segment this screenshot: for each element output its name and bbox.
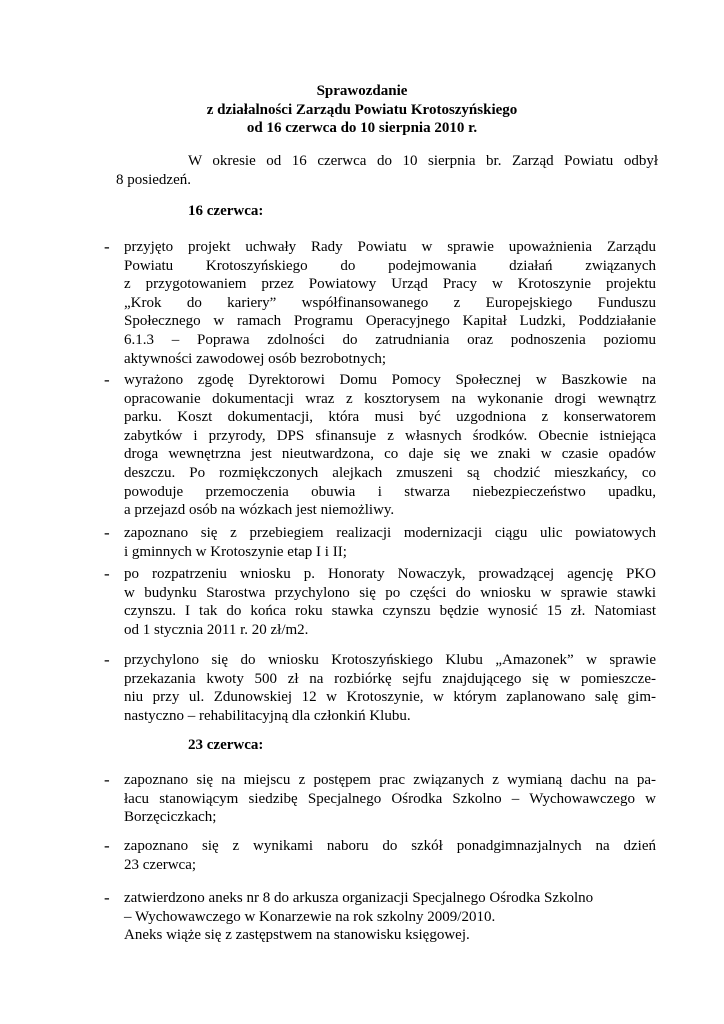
list-item-text bbox=[124, 771, 656, 827]
text-line: przychylono się do wniosku Krotoszyńskiego Klubu „Amazonek” w sprawie bbox=[124, 652, 656, 668]
text-line: aktywności zawodowej osób bezrobotnych; bbox=[124, 350, 387, 367]
text-line: 6.1.3 – Poprawa zdolności do zatrudniania oraz podnoszenia poziomu bbox=[124, 331, 656, 348]
text-line: niu przy ul. Zdunowskiej 12 w Krotoszynie, w którym zaplanowano salę gim- bbox=[124, 689, 656, 706]
list-item-text bbox=[124, 524, 656, 561]
list-item-text bbox=[124, 889, 656, 945]
text-line: opracowanie dokumentacji wraz z kosztorysem na wykonanie drogi wewnątrz bbox=[124, 390, 656, 407]
list-item-text bbox=[124, 371, 656, 520]
text-line: przyjęto projekt uchwały Rady Powiatu w sprawie upoważnienia Zarządu bbox=[124, 239, 656, 255]
text-line: droga wewnętrzna jest nieutwardzona, co daje się we znaki w czasie opadów bbox=[124, 446, 656, 463]
text-line: a przejazd osób na wózkach jest niemożliwy. bbox=[124, 502, 395, 519]
bullet-dash: - bbox=[104, 370, 110, 389]
bullet-dash: - bbox=[104, 237, 110, 256]
text-line: łacu stanowiącym siedzibę Specjalnego Ośrodka Szkolno – Wychowawczego w bbox=[124, 790, 656, 807]
text-line: „Krok do kariery” współfinansowanego z Europejskiego Funduszu bbox=[124, 294, 656, 311]
text-line: Społecznego w ramach Programu Operacyjnego Kapitał Ludzki, Poddziałanie bbox=[124, 313, 656, 330]
text-line: zapoznano się z przebiegiem realizacji modernizacji ciągu ulic powiatowych bbox=[124, 525, 656, 541]
text-line: w budynku Starostwa przychylono się po części do wniosku w sprawie stawki bbox=[124, 584, 656, 601]
title-line-3: od 16 czerwca do 10 sierpnia 2010 r. bbox=[246, 120, 478, 137]
intro-line-2: 8 posiedzeń. bbox=[116, 171, 191, 188]
text-line: po rozpatrzeniu wniosku p. Honoraty Nowaczyk, prowadzącej agencję PKO bbox=[124, 566, 656, 582]
text-line: nastyczno – rehabilitacyjną dla członkiń Klubu. bbox=[124, 707, 411, 724]
text-line: wyrażono zgodę Dyrektorowi Domu Pomocy Społecznej w Baszkowie na bbox=[124, 372, 656, 388]
text-line: parku. Koszt dokumentacji, która musi być uzgodniona z konserwatorem bbox=[124, 409, 656, 426]
bullet-dash: - bbox=[104, 650, 110, 669]
list-item-text bbox=[124, 651, 656, 725]
bullet-dash: - bbox=[104, 888, 110, 907]
bullet-dash: - bbox=[104, 770, 110, 789]
text-line: zabytków i przyrody, DPS sfinansuje z własnych środków. Obecnie istniejąca bbox=[124, 427, 656, 444]
intro-line-1: W okresie od 16 czerwca do 10 sierpnia br. Zarząd Powiatu odbył bbox=[188, 153, 658, 169]
document-title bbox=[0, 82, 724, 138]
title-line-1: Sprawozdanie bbox=[316, 83, 408, 99]
text-line: Powiatu Krotoszyńskiego do podejmowania działań związanych bbox=[124, 257, 656, 274]
text-line: z przygotowaniem przez Powiatowy Urząd Pracy w Krotoszynie projektu bbox=[124, 276, 656, 293]
text-line: przekazania kwoty 500 zł na rozbiórkę sejfu znajdującego się w pomieszcze- bbox=[124, 670, 656, 687]
text-line: zapoznano się z wynikami naboru do szkół ponadgimnazjalnych na dzień bbox=[124, 838, 656, 854]
text-line: powoduje przemoczenia obuwia i stwarza niebezpieczeństwo upadku, bbox=[124, 483, 656, 500]
section-heading-23-june: 23 czerwca: bbox=[188, 737, 264, 753]
text-line: od 1 stycznia 2011 r. 20 zł/m2. bbox=[124, 621, 309, 638]
text-line: Aneks wiąże się z zastępstwem na stanowisku księgowej. bbox=[124, 927, 470, 944]
bullet-dash: - bbox=[104, 836, 110, 855]
text-line: zapoznano się na miejscu z postępem prac związanych z wymianą dachu na pa- bbox=[124, 772, 656, 788]
bullet-dash: - bbox=[104, 564, 110, 583]
list-item-text bbox=[124, 565, 656, 639]
list-item-text bbox=[124, 238, 656, 368]
section-heading-16-june: 16 czerwca: bbox=[188, 203, 264, 219]
text-line: – Wychowawczego w Konarzewie na rok szkolny 2009/2010. bbox=[124, 908, 496, 925]
bullet-dash: - bbox=[104, 523, 110, 542]
text-line: Borzęciczkach; bbox=[124, 809, 217, 826]
text-line: i gminnych w Krotoszynie etap I i II; bbox=[124, 543, 347, 560]
text-line: 23 czerwca; bbox=[124, 856, 197, 873]
list-item-text bbox=[124, 837, 656, 874]
intro-paragraph bbox=[116, 152, 658, 189]
text-line: zatwierdzono aneks nr 8 do arkusza organizacji Specjalnego Ośrodka Szkolno bbox=[124, 890, 594, 906]
title-line-2: z działalności Zarządu Powiatu Krotoszyńskiego bbox=[206, 101, 518, 118]
text-line: deszczu. Po rozmiękczonych alejkach zmuszeni są chodzić mieszkańcy, co bbox=[124, 464, 656, 481]
text-line: czynszu. I tak do końca roku stawka czynszu będzie wynosić 15 zł. Natomiast bbox=[124, 603, 656, 620]
